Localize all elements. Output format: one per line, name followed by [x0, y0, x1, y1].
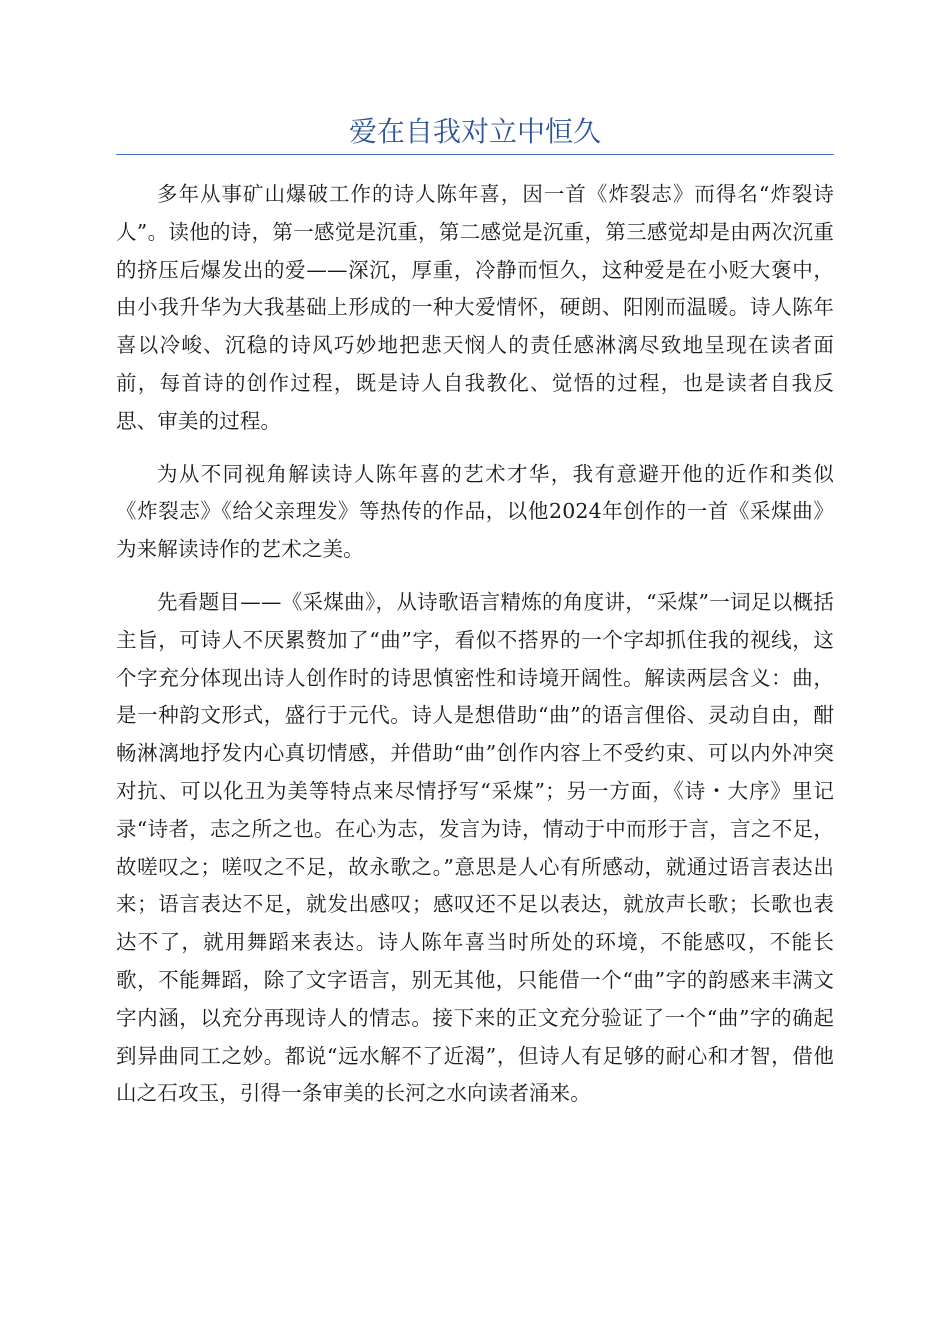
paragraph-title-analysis: 先看题目——《采煤曲》，从诗歌语言精炼的角度讲，“采煤”一词足以概括主旨，可诗人不厌累赘加了“曲”字，看似不搭界的一个字却抓住我的视线，这个字充分体现出诗人创作时的诗思慎密性和诗境开阔性。解读两层含义：曲，是一种韵文形式，盛行于元代。诗人是想借助“曲”的语言俚俗、灵动自由，酣畅淋漓地抒发内心真切情感，并借助“曲”创作内容上不受约束、可以内外冲突对抗、可以化丑为美等特点来尽情抒写“采煤”；另一方面，《诗・大序》里记录“诗者，志之所之也。在心为志，发言为诗，情动于中而形于言，言之不足，故嗟叹之；嗟叹之不足，故永歌之。”意思是人心有所感动，就通过语言表达出来；语言表达不足，就发出感叹；感叹还不足以表达，就放声长歌；长歌也表达不了，就用舞蹈来表达。诗人陈年喜当时所处的环境，不能感叹，不能长歌，不能舞蹈，除了文字语言，别无其他，只能借一个“曲”字的韵感来丰满文字内涵，以充分再现诗人的情志。接下来的正文充分验证了一个“曲”字的确起到异曲同工之妙。都说“远水解不了近渴”，但诗人有足够的耐心和才智，借他山之石攻玉，引得一条审美的长河之水向读者涌来。: [116, 589, 834, 1106]
paragraph-purpose: 为从不同视角解读诗人陈年喜的艺术才华，我有意避开他的近作和类似《炸裂志》《给父亲理发》等热传的作品，以他2024年创作的一首《采煤曲》为来解读诗作的艺术之美。: [116, 461, 834, 562]
page-title: 爱在自我对立中恒久: [348, 115, 601, 148]
paragraph-intro: 多年从事矿山爆破工作的诗人陈年喜，因一首《炸裂志》而得名“炸裂诗人”。读他的诗，第一感觉是沉重，第二感觉是沉重，第三感觉却是由两次沉重的挤压后爆发出的爱——深沉，厚重，冷静而恒久，这种爱是在小贬大褒中，由小我升华为大我基础上形成的一种大爱情怀，硬朗、阳刚而温暖。诗人陈年喜以冷峻、沉稳的诗风巧妙地把悲天悯人的责任感淋漓尽致地呈现在读者面前，每首诗的创作过程，既是诗人自我教化、觉悟的过程，也是读者自我反思、审美的过程。: [116, 182, 834, 433]
article-body: [116, 176, 834, 1128]
title-underline: [116, 154, 834, 155]
